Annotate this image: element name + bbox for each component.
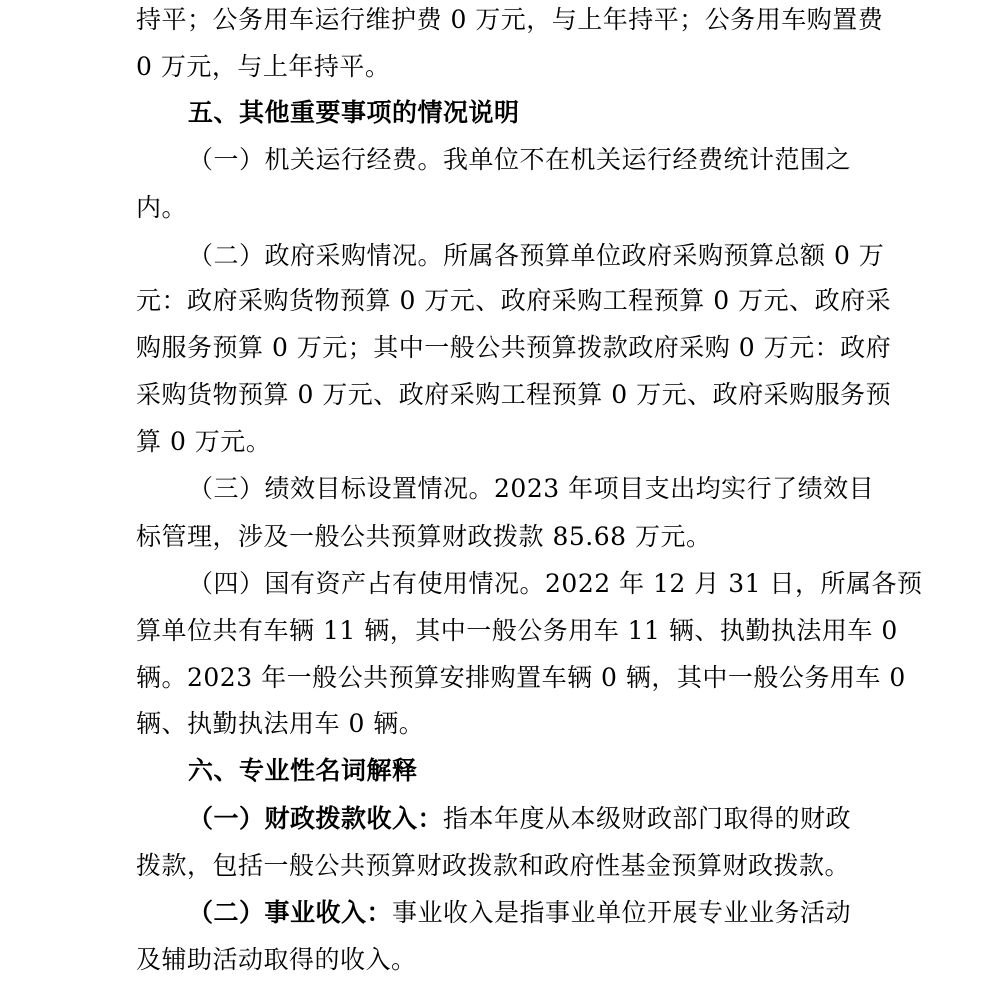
paragraph-line: 辆。2023 年一般公共预算安排购置车辆 0 辆，其中一般公务用车 0 <box>136 663 906 692</box>
paragraph-line: （四）国有资产占有使用情况。2022 年 12 月 31 日，所属各预 <box>188 569 923 598</box>
term-definition: 事业收入是指事业单位开展专业业务活动 <box>392 898 852 927</box>
term-label: （一）财政拨款收入： <box>188 804 444 833</box>
paragraph-line: 购服务预算 0 万元；其中一般公共预算拨款政府采购 0 万元：政府 <box>136 333 892 362</box>
paragraph-line: 持平；公务用车运行维护费 0 万元，与上年持平；公务用车购置费 <box>136 5 884 34</box>
paragraph-line: 辆、执勤执法用车 0 辆。 <box>136 709 425 738</box>
paragraph-line: 采购货物预算 0 万元、政府采购工程预算 0 万元、政府采购服务预 <box>136 380 892 409</box>
paragraph-line: 算单位共有车辆 11 辆，其中一般公务用车 11 辆、执勤执法用车 0 <box>136 616 898 645</box>
term-label: （二）事业收入： <box>188 898 393 927</box>
paragraph-line: （二）政府采购情况。所属各预算单位政府采购预算总额 0 万 <box>188 241 885 270</box>
paragraph-line: 拨款，包括一般公共预算财政拨款和政府性基金预算财政拨款。 <box>136 851 851 880</box>
paragraph-line: （一）机关运行经费。我单位不在机关运行经费统计范围之 <box>188 145 852 174</box>
paragraph-line <box>136 795 851 842</box>
term-definition: 指本年度从本级财政部门取得的财政 <box>443 804 852 833</box>
paragraph-line: 及辅助活动取得的收入。 <box>136 945 417 974</box>
paragraph-line <box>136 889 851 936</box>
paragraph-line: （三）绩效目标设置情况。2023 年项目支出均实行了绩效目 <box>188 474 875 503</box>
section-heading-6: 六、专业性名词解释 <box>188 756 418 785</box>
paragraph-line: 标管理，涉及一般公共预算财政拨款 85.68 万元。 <box>136 522 712 551</box>
paragraph-line: 内。 <box>136 193 188 222</box>
paragraph-line: 0 万元，与上年持平。 <box>136 52 391 81</box>
section-heading-5: 五、其他重要事项的情况说明 <box>188 98 520 127</box>
paragraph-line: 元：政府采购货物预算 0 万元、政府采购工程预算 0 万元、政府采 <box>136 286 892 315</box>
paragraph-line: 算 0 万元。 <box>136 427 272 456</box>
